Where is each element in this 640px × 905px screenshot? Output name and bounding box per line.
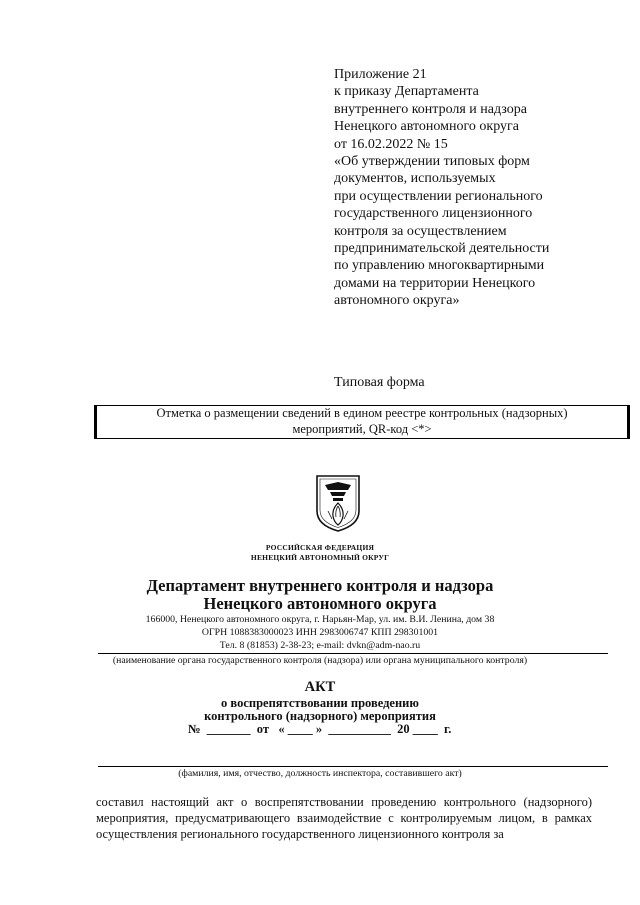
appendix-line: документов, используемых	[334, 171, 496, 187]
appendix-line: «Об утверждении типовых форм	[334, 154, 530, 170]
department-name: Департамент внутреннего контроля и надзора	[146, 576, 494, 595]
okrug-line: НЕНЕЦКИЙ АВТОНОМНЫЙ ОКРУГ	[250, 553, 390, 562]
inspector-caption: (фамилия, имя, отчество, должность инспектора, составившего акт)	[178, 768, 462, 779]
form-type-label: Типовая форма	[334, 375, 425, 390]
appendix-line: по управлению многоквартирными	[334, 258, 545, 274]
appendix-line: предпринимательской деятельности	[334, 241, 550, 257]
act-number-line: № _______ от « ____ » __________ 20 ____ г.	[188, 722, 452, 736]
act-subtitle: контрольного (надзорного) мероприятия	[204, 709, 436, 723]
appendix-block	[334, 66, 634, 310]
act-title: АКТ	[304, 679, 336, 695]
appendix-line: при осуществлении регионального	[334, 188, 543, 204]
body-paragraph: составил настоящий акт о воспрепятствовании проведению контрольного (надзорного) мероприятия, предусматривающего взаимодействие с контролируемым лицом, в рамках осуществления регионального государственного лицензионного контроля за	[96, 795, 592, 841]
appendix-line: домами на территории Ненецкого	[334, 275, 536, 291]
appendix-line: Приложение 21	[334, 67, 427, 82]
appendix-line: от 16.02.2022 № 15	[334, 136, 448, 152]
department-ids: ОГРН 1088383000023 ИНН 2983006747 КПП 298301001	[201, 627, 439, 638]
federation-line: РОССИЙСКАЯ ФЕДЕРАЦИЯ	[265, 543, 375, 552]
act-subtitle: о воспрепятствовании проведению	[221, 696, 419, 710]
appendix-line: внутреннего контроля и надзора	[334, 101, 527, 117]
department-contacts: Тел. 8 (81853) 2-38-23; e-mail: dvkn@adm-nao.ru	[219, 640, 421, 651]
appendix-line: государственного лицензионного	[334, 206, 533, 222]
authority-rule	[98, 653, 608, 654]
department-name-okrug: Ненецкого автономного округа	[203, 594, 437, 613]
appendix-line: контроля за осуществлением	[334, 223, 507, 239]
authority-caption: (наименование органа государственного контроля (надзора) или органа муниципального контроля)	[112, 655, 528, 666]
appendix-line: к приказу Департамента	[334, 84, 479, 100]
appendix-line: Ненецкого автономного округа	[334, 119, 519, 135]
department-address: 166000, Ненецкого автономного округа, г. Нарьян-Мар, ул. им. В.И. Ленина, дом 38	[145, 614, 495, 625]
coat-of-arms-icon	[314, 473, 362, 533]
qr-box-line: мероприятий, QR-код <*>	[292, 421, 432, 436]
qr-registry-box	[94, 405, 630, 439]
appendix-line: автономного округа»	[334, 293, 460, 309]
inspector-rule	[98, 766, 608, 767]
qr-box-line: Отметка о размещении сведений в едином реестре контрольных (надзорных)	[156, 406, 568, 420]
